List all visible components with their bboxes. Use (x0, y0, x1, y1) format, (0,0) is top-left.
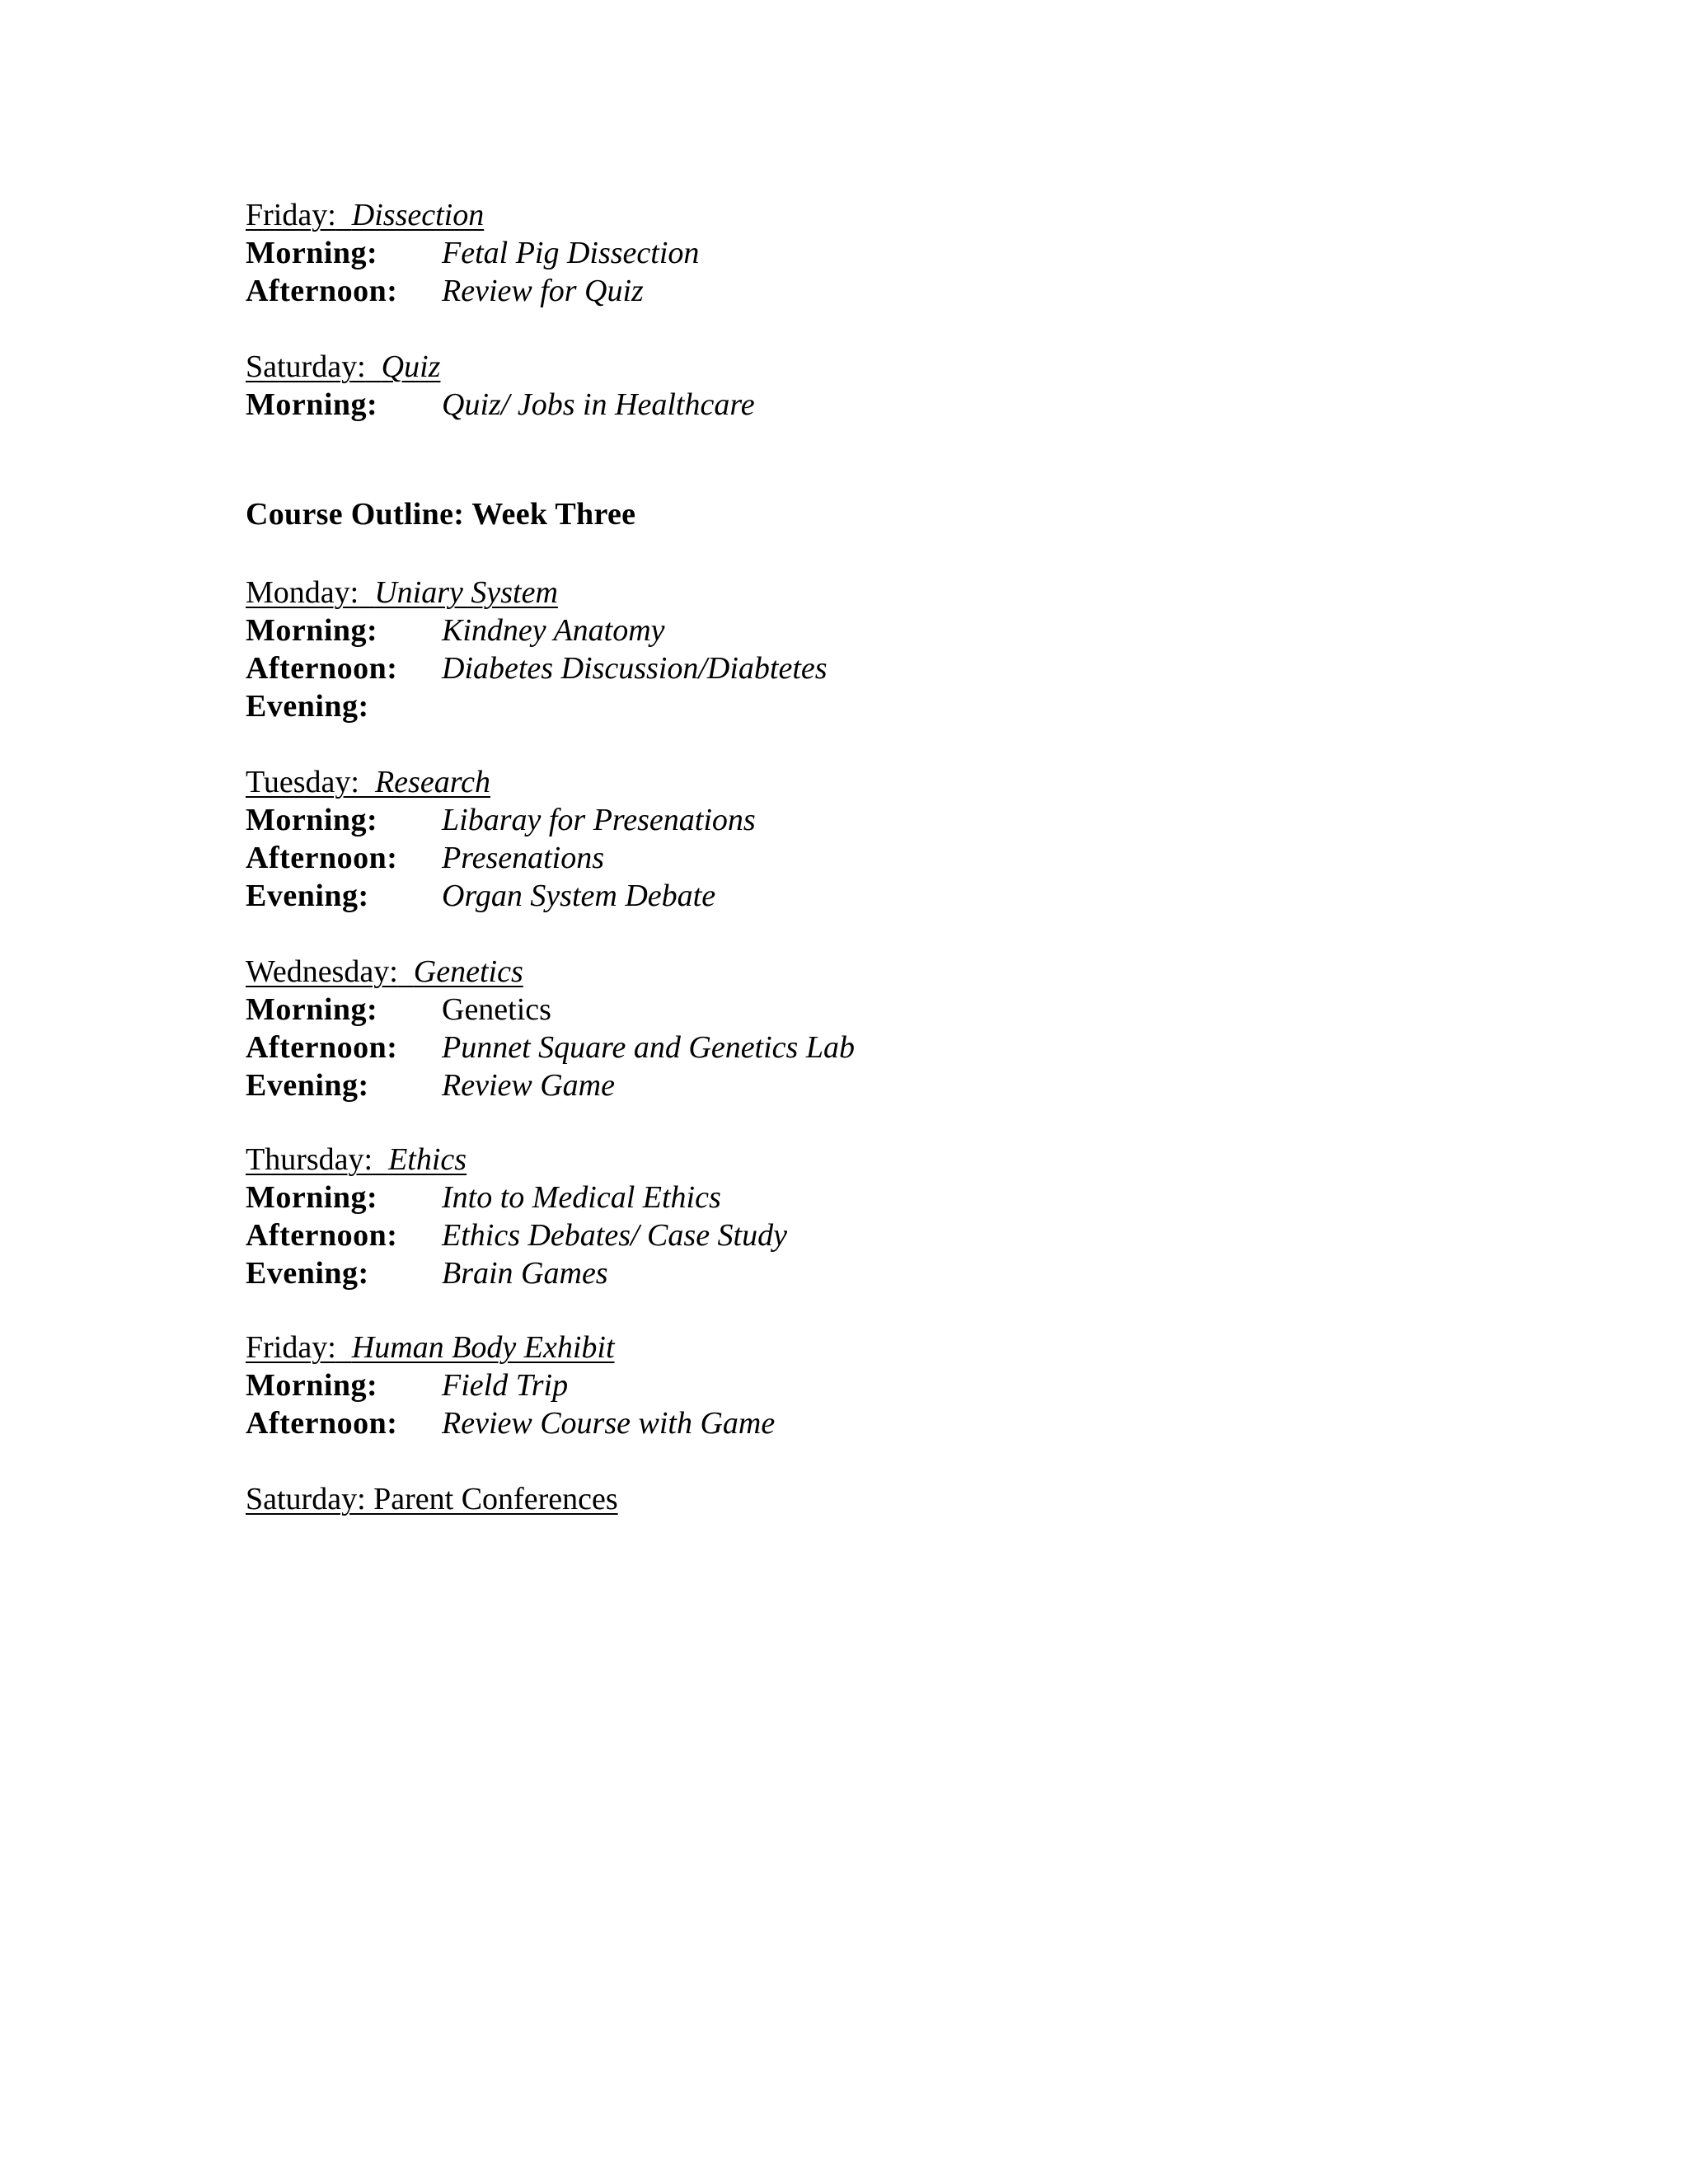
period-label: Evening: (246, 689, 369, 724)
period-label: Afternoon: (246, 1030, 398, 1065)
day-label: Friday: (246, 1330, 336, 1365)
period-label: Morning: (246, 613, 378, 648)
day-heading-saturday: Saturday: Parent Conferences (246, 1482, 618, 1516)
day-label: Tuesday: (246, 765, 359, 799)
activity-text: Punnet Square and Genetics Lab (442, 1030, 855, 1065)
activity-text: Fetal Pig Dissection (442, 236, 700, 270)
period-label: Morning: (246, 236, 378, 270)
period-label: Morning: (246, 803, 378, 837)
schedule-row-morning (246, 801, 1400, 839)
section-title: Course Outline: Week Three (246, 497, 636, 532)
day-heading-underline (246, 1142, 467, 1177)
period-label: Morning: (246, 992, 378, 1027)
schedule-row-afternoon (246, 1216, 1400, 1254)
activity-text: Ethics Debates/ Case Study (442, 1218, 787, 1253)
day-topic: Human Body Exhibit (351, 1330, 615, 1365)
period-label: Afternoon: (246, 1218, 398, 1253)
day-label: Wednesday: (246, 954, 398, 989)
activity-text: Libaray for Presenations (442, 803, 756, 837)
period-label: Afternoon: (246, 651, 398, 686)
day-heading-underline (246, 1330, 615, 1365)
day-topic: Quiz (381, 349, 441, 384)
day-block-monday (246, 574, 1400, 725)
activity-text: Brain Games (442, 1256, 608, 1291)
day-heading (246, 196, 1400, 234)
day-label: Monday: (246, 575, 359, 610)
activity-text: Genetics (442, 992, 551, 1027)
day-heading-underline (246, 575, 558, 610)
schedule-row-morning (246, 386, 1400, 424)
activity-text: Field Trip (442, 1368, 569, 1403)
activity-text: Presenations (442, 841, 605, 875)
day-block-friday (246, 1329, 1400, 1442)
schedule-row-evening (246, 687, 1400, 725)
day-topic: Ethics (388, 1142, 467, 1177)
schedule-row-evening (246, 1066, 1400, 1104)
day-label: Saturday: (246, 349, 366, 384)
activity-text: Review Course with Game (442, 1406, 776, 1441)
day-block-saturday (246, 1480, 1400, 1518)
schedule-row-afternoon (246, 839, 1400, 877)
schedule-row-evening (246, 877, 1400, 915)
day-label: Thursday: (246, 1142, 373, 1177)
day-topic: Research (374, 765, 490, 799)
day-block-week2-friday (246, 196, 1400, 310)
period-label: Afternoon: (246, 274, 398, 308)
activity-text: Review for Quiz (442, 274, 644, 308)
period-label: Evening: (246, 879, 369, 913)
activity-text: Into to Medical Ethics (442, 1180, 721, 1215)
schedule-row-afternoon (246, 1029, 1400, 1066)
day-heading-underline (246, 954, 523, 989)
schedule-row-morning (246, 1366, 1400, 1404)
period-label: Morning: (246, 387, 378, 422)
day-heading-underline (246, 198, 484, 232)
schedule-row-morning (246, 991, 1400, 1029)
activity-text: Organ System Debate (442, 879, 716, 913)
day-topic: Dissection (351, 198, 485, 232)
day-label: Friday: (246, 198, 336, 232)
day-heading (246, 574, 1400, 612)
schedule-row-morning (246, 612, 1400, 649)
activity-text: Quiz/ Jobs in Healthcare (442, 387, 755, 422)
period-label: Morning: (246, 1368, 378, 1403)
schedule-row-morning (246, 234, 1400, 272)
schedule-row-afternoon (246, 1404, 1400, 1442)
schedule-row-morning (246, 1179, 1400, 1216)
period-label: Evening: (246, 1256, 369, 1291)
day-block-tuesday (246, 763, 1400, 915)
day-heading (246, 763, 1400, 801)
day-heading (246, 1141, 1400, 1179)
activity-text: Review Game (442, 1068, 615, 1103)
day-block-week2-saturday (246, 348, 1400, 424)
day-topic: Genetics (413, 954, 523, 989)
schedule-row-afternoon (246, 272, 1400, 310)
period-label: Afternoon: (246, 1406, 398, 1441)
activity-text: Kindney Anatomy (442, 613, 665, 648)
schedule-row-evening (246, 1254, 1400, 1292)
day-topic: Uniary System (374, 575, 558, 610)
schedule-row-afternoon (246, 649, 1400, 687)
period-label: Evening: (246, 1068, 369, 1103)
day-heading (246, 348, 1400, 386)
period-label: Morning: (246, 1180, 378, 1215)
period-label: Afternoon: (246, 841, 398, 875)
day-heading-underline (246, 765, 490, 799)
day-heading (246, 1329, 1400, 1366)
day-heading (246, 1480, 1400, 1518)
day-heading-underline (246, 349, 440, 384)
day-heading (246, 953, 1400, 991)
day-block-thursday (246, 1141, 1400, 1292)
activity-text: Diabetes Discussion/Diabtetes (442, 651, 828, 686)
day-block-wednesday (246, 953, 1400, 1104)
